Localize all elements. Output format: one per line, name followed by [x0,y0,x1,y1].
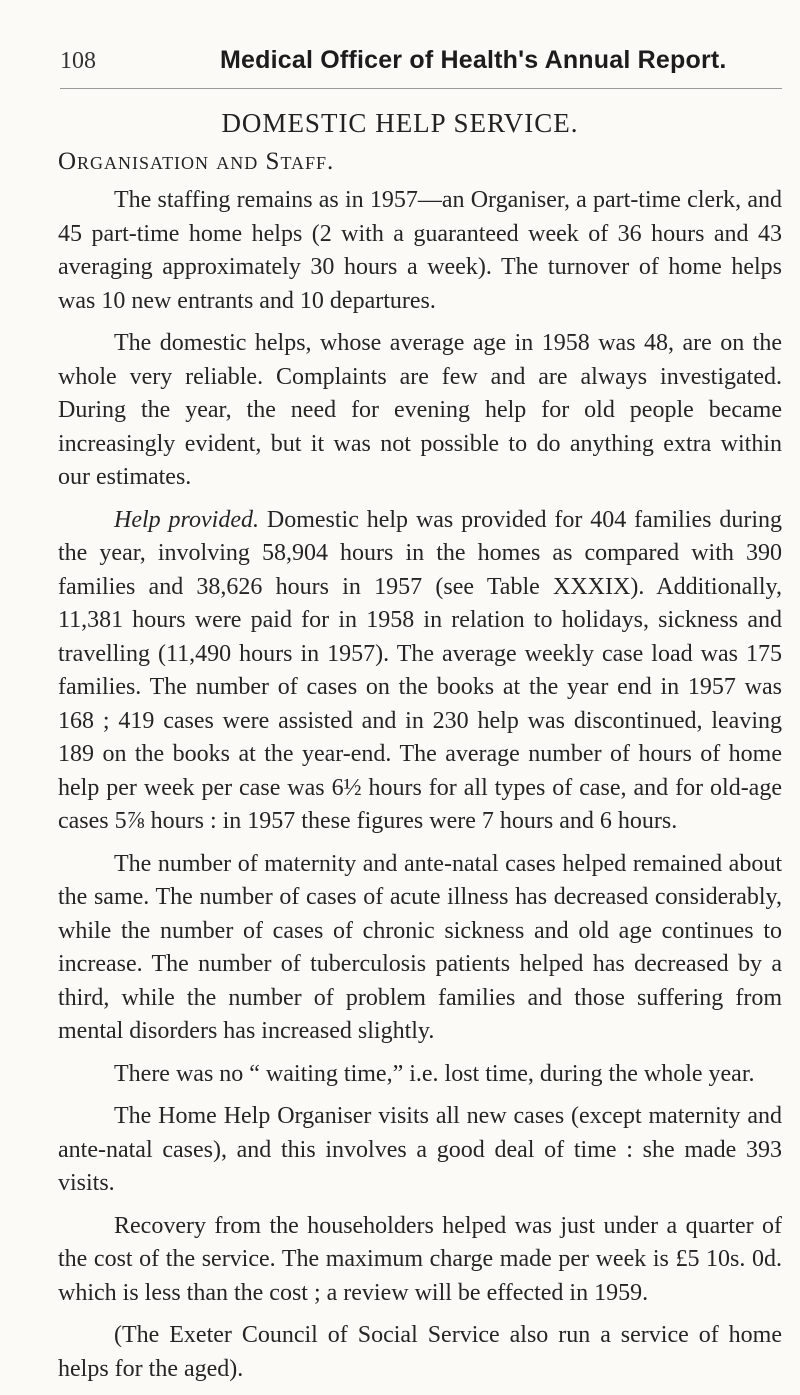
paragraph-2 [58,327,782,495]
section-title: DOMESTIC HELP SERVICE. [221,108,579,138]
paragraph-lead: Help provided. [114,506,259,533]
paragraph-text: Domestic help was provided for 404 families during the year, involving 58,904 hours in the homes as compared with 390 families and 38,626 hours in 1957 (see Table XXXIX). Additionally, 11,381 hours were paid for in 1958 in relation to holidays, sickness and travelling (11,490 hours in 1957). The average weekly case load was 175 families. The number of cases on the books at the year end in 1957 was 168 ; 419 cases were assisted and in 230 help was discontinued, leaving 189 on the books at the year-end. The average number of hours of home help per week per case was 6½ hours for all types of case, and for old-age cases 5⅞ hours : in 1957 these figures were 7 hours and 6 hours. [58,506,782,834]
paragraph-3 [58,504,782,839]
running-title: Medical Officer of Health's Annual Report. [220,46,727,74]
header-rule [60,88,782,89]
paragraph-7 [58,1210,782,1311]
paragraph-text: There was no “ waiting time,” i.e. lost time, during the whole year. [114,1060,755,1087]
section-subheading: Organisation and Staff. [58,148,335,175]
paragraph-6 [58,1100,782,1201]
paragraph-8 [58,1319,782,1386]
paragraph-text: The Home Help Organiser visits all new cases (except maternity and ante-natal cases), and this involves a good deal of time : she made 393 visits. [58,1103,782,1196]
paragraph-text: The staffing remains as in 1957—an Organiser, a part-time clerk, and 45 part-time home helps (2 with a guaranteed week of 36 hours and 43 averaging approximately 30 hours a week). The turnover of home helps was 10 new entrants and 10 departures. [58,187,782,314]
body-text [58,184,782,1395]
paragraph-text: Recovery from the householders helped was just under a quarter of the cost of the service. The maximum charge made per week is £5 10s. 0d. which is less than the cost ; a review will be effected in 1959. [58,1212,782,1306]
paragraph-4 [58,848,782,1049]
page-number: 108 [60,48,96,74]
paragraph-1 [58,184,782,318]
paragraph-text: The number of maternity and ante-natal cases helped remained about the same. The number of cases of acute illness has decreased considerably, while the number of cases of chronic sickness and old age continues to increase. The number of tuberculosis patients helped has decreased by a third, while the number of problem families and those suffering from mental disorders has increased slightly. [58,850,782,1044]
paragraph-5 [58,1058,782,1092]
paragraph-text: (The Exeter Council of Social Service also run a service of home helps for the aged). [58,1322,782,1382]
paragraph-text: The domestic helps, whose average age in 1958 was 48, are on the whole very reliable. Complaints are few and are always investigated. During the year, the need for evening help for old people became increasingly evident, but it was not possible to do anything extra within our estimates. [58,330,782,490]
page-header [60,48,780,80]
